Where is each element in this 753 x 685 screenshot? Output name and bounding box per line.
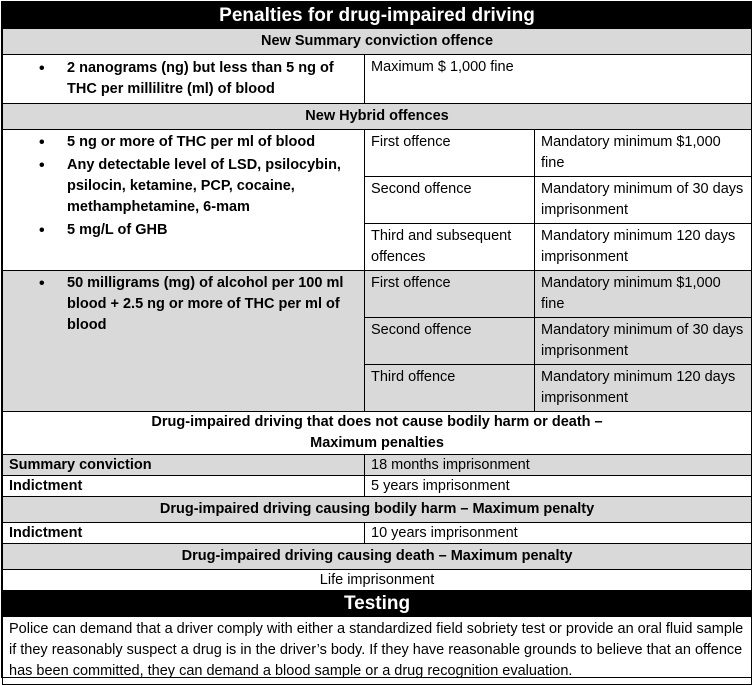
bodily-harm-value: 10 years imprisonment	[365, 523, 752, 544]
summary-penalty: Maximum $ 1,000 fine	[365, 55, 752, 104]
no-harm-heading-row	[3, 412, 752, 455]
death-row	[3, 570, 752, 591]
condition-item: • 5 ng or more of THC per ml of blood	[9, 132, 358, 153]
offence-label: First offence	[365, 130, 535, 177]
summary-row	[3, 55, 752, 104]
offence-label: Second offence	[365, 177, 535, 224]
bodily-harm-row	[3, 523, 752, 544]
no-harm-row-2	[3, 476, 752, 497]
testing-row	[3, 617, 752, 685]
condition-item: • Any detectable level of LSD, psilocybin, psilocin, ketamine, PCP, cocaine, methamphetamine, 6-mam	[9, 155, 358, 218]
title-row	[3, 3, 752, 29]
no-harm-value: 18 months imprisonment	[365, 455, 752, 476]
hybrid-group2-row-1	[3, 271, 752, 318]
summary-condition-list	[9, 58, 358, 100]
penalty-value: Mandatory minimum $1,000 fine	[535, 130, 752, 177]
offence-label: Second offence	[365, 318, 535, 365]
hybrid-group1-conditions-cell	[3, 130, 365, 271]
testing-heading: Testing	[3, 591, 752, 617]
penalty-value: Mandatory minimum $1,000 fine	[535, 271, 752, 318]
penalty-value: Mandatory minimum 120 days imprisonment	[535, 224, 752, 271]
summary-condition-cell	[3, 55, 365, 104]
bodily-harm-heading-row	[3, 497, 752, 523]
death-heading: Drug-impaired driving causing death – Maximum penalty	[3, 544, 752, 570]
no-harm-label: Summary conviction	[3, 455, 365, 476]
no-harm-row-1	[3, 455, 752, 476]
page-title: Penalties for drug-impaired driving	[3, 3, 752, 29]
bodily-harm-label: Indictment	[3, 523, 365, 544]
testing-text: Police can demand that a driver comply with either a standardized field sobriety test or provide an oral fluid sample if they reasonably suspect a drug is in the driver’s body. If they have reasonable grounds to believe that an offence has been committed, they can demand a blood sample or a drug recognition evaluation.	[3, 617, 752, 685]
summary-heading: New Summary conviction offence	[3, 29, 752, 55]
offence-label: Third offence	[365, 365, 535, 412]
summary-condition: • 2 nanograms (ng) but less than 5 ng of THC per millilitre (ml) of blood	[9, 58, 358, 100]
hybrid-group1-row-1	[3, 130, 752, 177]
penalty-value: Mandatory minimum of 30 days imprisonment	[535, 318, 752, 365]
death-value: Life imprisonment	[3, 570, 752, 591]
offence-label: First offence	[365, 271, 535, 318]
hybrid-group2-conditions-cell	[3, 271, 365, 412]
no-harm-value: 5 years imprisonment	[365, 476, 752, 497]
hybrid-heading: New Hybrid offences	[3, 104, 752, 130]
penalty-value: Mandatory minimum of 30 days imprisonment	[535, 177, 752, 224]
no-harm-label: Indictment	[3, 476, 365, 497]
condition-item: • 5 mg/L of GHB	[9, 220, 358, 241]
hybrid-group2-conditions	[9, 273, 358, 336]
no-harm-heading: Drug-impaired driving that does not cause bodily harm or death – Maximum penalties	[3, 412, 752, 455]
penalties-table	[2, 2, 752, 685]
offence-label: Third and subsequent offences	[365, 224, 535, 271]
penalties-document	[1, 1, 752, 678]
hybrid-heading-row	[3, 104, 752, 130]
bodily-harm-heading: Drug-impaired driving causing bodily harm – Maximum penalty	[3, 497, 752, 523]
testing-heading-row	[3, 591, 752, 617]
death-heading-row	[3, 544, 752, 570]
penalty-value: Mandatory minimum 120 days imprisonment	[535, 365, 752, 412]
condition-item: • 50 milligrams (mg) of alcohol per 100 ml blood + 2.5 ng or more of THC per ml of blood	[9, 273, 358, 336]
hybrid-group1-conditions	[9, 132, 358, 241]
summary-heading-row	[3, 29, 752, 55]
